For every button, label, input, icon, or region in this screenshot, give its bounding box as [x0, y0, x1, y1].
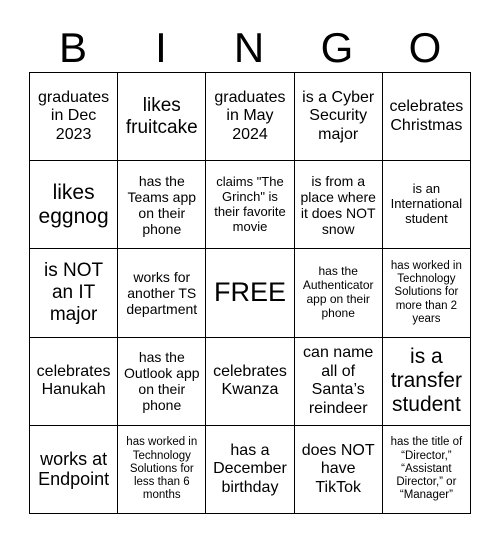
- bingo-cell[interactable]: [383, 249, 471, 337]
- bingo-cell[interactable]: [206, 338, 294, 426]
- bingo-cell[interactable]: [30, 249, 118, 337]
- header-letter-n: N: [233, 24, 265, 71]
- bingo-cell-text: likes eggnog: [38, 180, 109, 228]
- bingo-cell-text: does NOT have TikTok: [301, 441, 375, 496]
- bingo-cell[interactable]: [206, 249, 294, 337]
- bingo-cell[interactable]: [118, 249, 206, 337]
- header-letter-g: G: [320, 24, 354, 71]
- bingo-cell-text: celebrates Christmas: [389, 98, 464, 134]
- bingo-cell-text: has worked in Technology Solutions for more than 2 years: [390, 259, 462, 325]
- bingo-cell-text: is NOT an IT major: [44, 260, 104, 325]
- bingo-cell[interactable]: [295, 426, 383, 514]
- bingo-cell[interactable]: [118, 426, 206, 514]
- bingo-cell[interactable]: [118, 338, 206, 426]
- bingo-cell[interactable]: [118, 73, 206, 161]
- bingo-cell[interactable]: [383, 426, 471, 514]
- bingo-cell-text: celebrates Hanukah: [36, 362, 111, 399]
- bingo-cell-text: has the Teams app on their phone: [127, 172, 197, 237]
- bingo-cell-text: is a Cyber Security major: [302, 89, 375, 143]
- bingo-cell[interactable]: [206, 73, 294, 161]
- bingo-cell-text: has the title of “Director,” “Assistant Director,” or “Manager”: [390, 436, 463, 502]
- bingo-header: [29, 22, 471, 74]
- bingo-cell-text: celebrates Kwanza: [213, 362, 287, 399]
- bingo-cell[interactable]: [383, 161, 471, 249]
- bingo-cell-text: is an International student: [390, 181, 463, 227]
- bingo-cell[interactable]: [118, 161, 206, 249]
- bingo-cell[interactable]: [295, 161, 383, 249]
- bingo-cell-text: is a transfer student: [390, 344, 462, 417]
- bingo-cell-text: likes fruitcake: [125, 94, 198, 138]
- bingo-cell[interactable]: [295, 338, 383, 426]
- bingo-cell-text: is from a place where it does NOT snow: [300, 172, 376, 237]
- bingo-cell[interactable]: [383, 73, 471, 161]
- bingo-cell[interactable]: [206, 426, 294, 514]
- bingo-cell[interactable]: [30, 426, 118, 514]
- bingo-cell-text: works at Endpoint: [38, 448, 110, 490]
- bingo-cell[interactable]: [30, 73, 118, 161]
- bingo-cell[interactable]: [206, 161, 294, 249]
- bingo-cell[interactable]: [295, 73, 383, 161]
- bingo-cell-text: has the Outlook app on their phone: [124, 349, 200, 414]
- bingo-cell-text: has a December birthday: [213, 441, 287, 496]
- bingo-cell-text: claims "The Grinch" is their favorite movie: [214, 173, 286, 234]
- bingo-cell[interactable]: [295, 249, 383, 337]
- bingo-cell-text: graduates in Dec 2023: [38, 89, 110, 143]
- header-letter-i: I: [155, 24, 167, 71]
- bingo-cell-text: has the Authenticator app on their phone: [302, 264, 374, 320]
- header-letter-b: B: [58, 24, 87, 71]
- bingo-cell[interactable]: [383, 338, 471, 426]
- bingo-cell-text: can name all of Santa’s reindeer: [303, 344, 374, 417]
- bingo-cell-text: graduates in May 2024: [214, 89, 286, 143]
- bingo-cell-text: works for another TS department: [126, 268, 198, 318]
- bingo-grid: [29, 72, 471, 514]
- header-letter-o: O: [408, 24, 442, 71]
- bingo-cell-text: has worked in Technology Solutions for less than 6 months: [126, 436, 198, 502]
- bingo-cell[interactable]: [30, 338, 118, 426]
- bingo-cell[interactable]: [30, 161, 118, 249]
- bingo-cell-text: FREE: [213, 277, 286, 308]
